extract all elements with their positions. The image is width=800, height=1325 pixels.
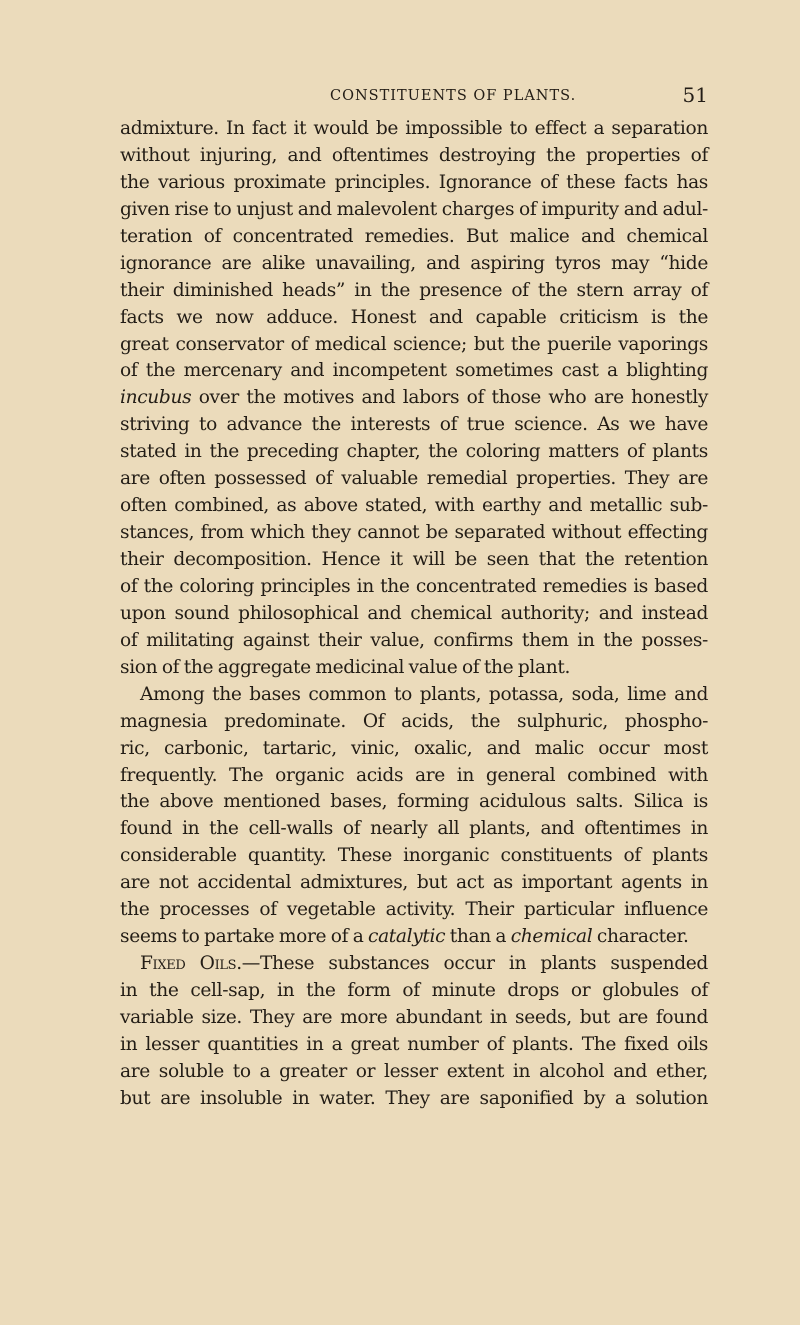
- text-segment: often combined, as above stated, with earthy and metallic sub-: [120, 495, 708, 517]
- text-segment: seems to partake more of a: [120, 926, 368, 948]
- text-segment: the various proximate principles. Ignorance of these facts has: [120, 171, 708, 193]
- text-segment: found in the cell-walls of nearly all plants, and oftentimes in: [120, 818, 708, 840]
- italic-text: incubus: [120, 387, 192, 409]
- text-line: [120, 897, 708, 924]
- text-line: [120, 682, 708, 709]
- text-line: [120, 574, 708, 601]
- text-line: [120, 358, 708, 385]
- text-line: [120, 143, 708, 170]
- text-segment: of the coloring principles in the concentrated remedies is based: [120, 575, 708, 597]
- text-line: [120, 1086, 708, 1113]
- text-segment: admixture. In fact it would be impossible to effect a separation: [120, 118, 708, 139]
- text-line: [120, 709, 708, 736]
- text-line: [120, 1059, 708, 1086]
- text-segment: facts we now adduce. Honest and capable criticism is the: [120, 306, 708, 328]
- text-line: [120, 116, 708, 143]
- text-segment: in lesser quantities in a great number of plants. The fixed oils: [120, 1033, 708, 1055]
- text-segment: Among the bases common to plants, potassa, soda, lime and: [140, 683, 708, 705]
- text-line: [120, 197, 708, 224]
- text-segment: considerable quantity. These inorganic constituents of plants: [120, 845, 708, 867]
- text-segment: the processes of vegetable activity. Their particular influence: [120, 899, 708, 921]
- text-line: [120, 439, 708, 466]
- text-line: [120, 520, 708, 547]
- text-segment: in the cell-sap, in the form of minute drops or globules of: [120, 980, 708, 1001]
- text-segment: striving to advance the interests of true science. As we have: [120, 414, 708, 436]
- text-line: [120, 305, 708, 332]
- text-line: [120, 466, 708, 493]
- text-line: [120, 924, 708, 951]
- text-line: [120, 170, 708, 197]
- text-line: [120, 278, 708, 305]
- text-segment: ric, carbonic, tartaric, vinic, oxalic, and malic occur most: [120, 737, 708, 759]
- text-line: [120, 789, 708, 816]
- text-segment: of militating against their value, confirms them in the posses-: [120, 629, 708, 651]
- text-line: [120, 412, 708, 439]
- text-line: [120, 628, 708, 655]
- body-text: [120, 116, 708, 1113]
- text-segment: magnesia predominate. Of acids, the sulphuric, phospho-: [120, 710, 708, 732]
- text-line: [120, 385, 708, 412]
- text-line: [120, 978, 708, 1005]
- text-segment: their diminished heads” in the presence of the stern array of: [120, 279, 708, 301]
- text-segment: without injuring, and oftentimes destroying the properties of: [120, 144, 708, 166]
- text-segment: over the motives and labors of those who are honestly: [191, 387, 708, 409]
- running-title: CONSTITUENTS OF PLANTS.: [330, 88, 577, 104]
- text-line: [120, 224, 708, 251]
- text-line: [120, 951, 708, 978]
- text-line: [120, 1005, 708, 1032]
- text-segment: ignorance are alike unavailing, and aspiring tyros may “hide: [120, 252, 708, 274]
- text-segment: stated in the preceding chapter, the coloring matters of plants: [120, 441, 708, 463]
- text-line: [120, 870, 708, 897]
- text-segment: upon sound philosophical and chemical authority; and instead: [120, 602, 708, 624]
- text-segment: are soluble to a greater or lesser extent in alcohol and ether,: [120, 1060, 708, 1082]
- text-line: [120, 816, 708, 843]
- page-header: [120, 83, 708, 110]
- text-segment: given rise to unjust and malevolent charges of impurity and adul-: [120, 198, 708, 220]
- text-line: [120, 601, 708, 628]
- text-segment: variable size. They are more abundant in seeds, but are found: [120, 1006, 708, 1028]
- text-line: [120, 547, 708, 574]
- text-segment: sion of the aggregate medicinal value of the plant.: [120, 656, 571, 678]
- page-number: 51: [682, 83, 708, 107]
- text-line: [120, 332, 708, 359]
- text-segment: than a: [445, 926, 511, 948]
- text-line: [120, 843, 708, 870]
- text-segment: are not accidental admixtures, but act as important agents in: [120, 872, 708, 894]
- text-segment: teration of concentrated remedies. But malice and chemical: [120, 225, 708, 247]
- text-line: [120, 1032, 708, 1059]
- text-segment: their decomposition. Hence it will be seen that the retention: [120, 549, 708, 570]
- text-segment: the above mentioned bases, forming acidulous salts. Silica is: [120, 791, 708, 813]
- text-segment: —These substances occur in plants suspended: [241, 953, 708, 975]
- text-segment: frequently. The organic acids are in general combined with: [120, 764, 708, 786]
- italic-text: catalytic: [368, 926, 446, 948]
- text-line: [120, 763, 708, 790]
- text-line: [120, 493, 708, 520]
- text-segment: are often possessed of valuable remedial properties. They are: [120, 468, 708, 490]
- italic-text: chemical: [510, 926, 593, 948]
- text-line: [120, 736, 708, 763]
- text-segment: stances, from which they cannot be separated without effecting: [120, 522, 708, 544]
- section-heading: Fixed Oils.: [140, 953, 242, 975]
- text-segment: character.: [592, 926, 689, 948]
- text-line: [120, 655, 708, 682]
- text-segment: but are insoluble in water. They are saponified by a solution: [120, 1087, 708, 1109]
- text-segment: great conservator of medical science; but the puerile vaporings: [120, 333, 708, 355]
- text-line: [120, 251, 708, 278]
- text-segment: of the mercenary and incompetent sometimes cast a blighting: [120, 360, 708, 382]
